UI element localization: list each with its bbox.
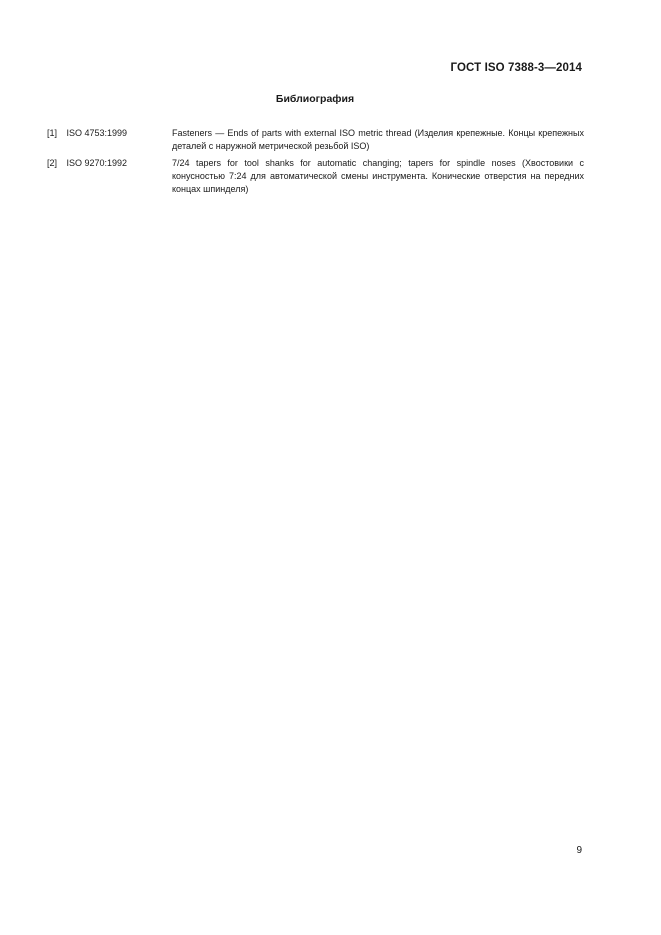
bibliography-title: 7/24 tapers for tool shanks for automatic changing; tapers for spindle noses (Хвостовики с конусностью 7:24 для автоматической смены инструмента. Конические отверстия на передних концах шпинделя): [172, 158, 584, 194]
bibliography-number: [1]: [47, 128, 58, 138]
bibliography-list: [47, 127, 584, 196]
bibliography-standard-code: ISO 4753:1999: [66, 128, 128, 138]
bibliography-number: [2]: [47, 158, 58, 168]
bibliography-entry-1: [47, 127, 584, 153]
bibliography-reference-cell: [47, 127, 172, 140]
bibliography-title: Fasteners — Ends of parts with external ISO metric thread (Изделия крепежные. Концы крепежных деталей с наружной метрической резьбой ISO): [172, 128, 584, 151]
document-code-header: ГОСТ ISO 7388-3—2014: [450, 62, 582, 74]
bibliography-reference-cell: [47, 157, 172, 170]
section-title: Библиография: [275, 93, 355, 105]
page-number: 9: [576, 845, 582, 856]
bibliography-entry-2: [47, 157, 584, 196]
bibliography-standard-code: ISO 9270:1992: [66, 158, 128, 168]
